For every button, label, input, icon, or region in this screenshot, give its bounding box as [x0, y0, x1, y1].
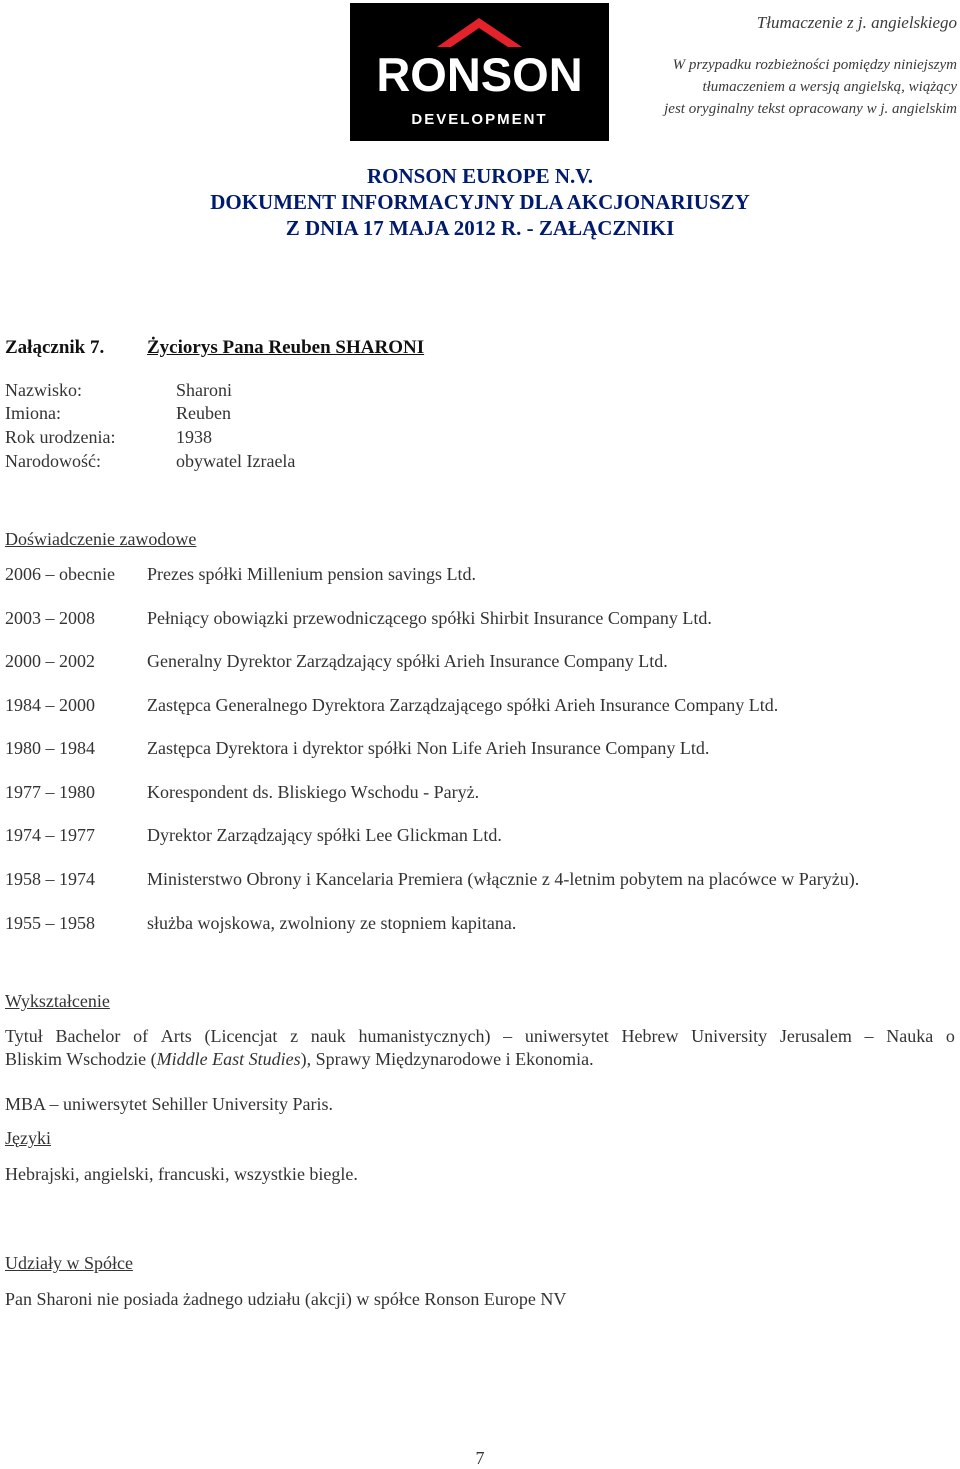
education-word: o	[945, 1026, 955, 1046]
experience-period: 2003 – 2008	[5, 608, 95, 628]
first-names-value: Reuben	[176, 403, 231, 423]
experience-description: Prezes spółki Millenium pension savings Ltd.	[147, 564, 476, 584]
education-italic-text: Middle East Studies	[156, 1049, 301, 1069]
education-mba: MBA – uniwersytet Sehiller University Paris.	[5, 1094, 333, 1114]
experience-period: 1984 – 2000	[5, 695, 95, 715]
heading-company: RONSON EUROPE N.V.	[367, 164, 593, 188]
experience-description: Generalny Dyrektor Zarządzający spółki Arieh Insurance Company Ltd.	[147, 651, 668, 671]
heading-document: DOKUMENT INFORMACYJNY DLA AKCJONARIUSZY	[210, 190, 750, 214]
languages-section-title: Języki	[5, 1128, 51, 1148]
translation-note-line: tłumaczeniem a wersją angielską, wiążący	[702, 79, 957, 95]
translation-note-line: jest oryginalny tekst opracowany w j. angielskim	[664, 101, 957, 117]
experience-description: służba wojskowa, zwolniony ze stopniem kapitana.	[147, 913, 517, 933]
experience-period: 1974 – 1977	[5, 825, 95, 845]
languages-text: Hebrajski, angielski, francuski, wszystkie biegle.	[5, 1164, 358, 1184]
experience-description: Korespondent ds. Bliskiego Wschodu - Paryż.	[147, 782, 480, 802]
education-word: nauk	[310, 1026, 346, 1046]
translation-note	[617, 54, 957, 120]
experience-description: Zastępca Generalnego Dyrektora Zarządzającego spółki Arieh Insurance Company Ltd.	[147, 695, 779, 715]
education-word: of	[133, 1026, 149, 1046]
page-number: 7	[475, 1448, 485, 1468]
experience-description: Zastępca Dyrektora i dyrektor spółki Non Life Arieh Insurance Company Ltd.	[147, 738, 710, 758]
nationality-label: Narodowość:	[5, 451, 101, 471]
nationality-value: obywatel Izraela	[176, 451, 296, 471]
education-word: Bachelor	[55, 1026, 121, 1046]
education-degree-line	[5, 1048, 955, 1071]
education-word: –	[864, 1026, 874, 1046]
education-word: Tytuł	[5, 1026, 43, 1046]
education-word: uniwersytet	[524, 1026, 609, 1046]
experience-period: 2000 – 2002	[5, 651, 95, 671]
education-text: ), Sprawy Międzynarodowe i Ekonomia.	[300, 1049, 594, 1069]
translation-note-title: Tłumaczenie z j. angielskiego	[756, 13, 957, 32]
shares-text: Pan Sharoni nie posiada żadnego udziału (akcji) w spółce Ronson Europe NV	[5, 1289, 567, 1309]
heading-date: Z DNIA 17 MAJA 2012 R. - ZAŁĄCZNIKI	[285, 216, 675, 240]
education-section-title: Wykształcenie	[5, 991, 110, 1011]
translation-note-line: W przypadku rozbieżności pomiędzy niniejszym	[672, 57, 957, 73]
education-word: University	[691, 1026, 768, 1046]
education-word: z	[290, 1026, 299, 1046]
experience-description: Ministerstwo Obrony i Kancelaria Premiera (włącznie z 4-letnim pobytem na placówce w Paryżu).	[147, 869, 860, 889]
education-word: Jerusalem	[779, 1026, 852, 1046]
surname-label: Nazwisko:	[5, 380, 82, 400]
ronson-logo	[350, 3, 609, 141]
education-degree	[5, 1025, 955, 1071]
logo-subtitle: DEVELOPMENT	[411, 111, 548, 128]
experience-period: 1958 – 1974	[5, 869, 95, 889]
document-heading	[0, 163, 960, 241]
education-degree-line	[5, 1025, 955, 1048]
logo-wordmark: RONSON	[376, 48, 583, 101]
surname-value: Sharoni	[176, 380, 232, 400]
experience-description: Dyrektor Zarządzający spółki Lee Glickman Ltd.	[147, 825, 502, 845]
education-word: Arts	[160, 1026, 192, 1046]
experience-period: 1955 – 1958	[5, 913, 95, 933]
education-word: Nauka	[886, 1026, 934, 1046]
birth-year-value: 1938	[176, 427, 212, 447]
experience-period: 1980 – 1984	[5, 738, 95, 758]
shares-section-title: Udziały w Spółce	[5, 1253, 133, 1273]
experience-section-title: Doświadczenie zawodowe	[5, 529, 197, 549]
education-word: –	[503, 1026, 513, 1046]
education-text: Bliskim Wschodzie (	[5, 1049, 157, 1069]
attachment-title: Życiorys Pana Reuben SHARONI	[147, 337, 425, 358]
education-word: humanistycznych)	[358, 1026, 491, 1046]
first-names-label: Imiona:	[5, 403, 61, 423]
education-word: Hebrew	[621, 1026, 679, 1046]
birth-year-label: Rok urodzenia:	[5, 427, 116, 447]
experience-description: Pełniący obowiązki przewodniczącego spółki Shirbit Insurance Company Ltd.	[147, 608, 712, 628]
attachment-label: Załącznik 7.	[5, 337, 105, 358]
experience-period: 2006 – obecnie	[5, 564, 115, 584]
experience-period: 1977 – 1980	[5, 782, 95, 802]
education-word: (Licencjat	[204, 1026, 278, 1046]
